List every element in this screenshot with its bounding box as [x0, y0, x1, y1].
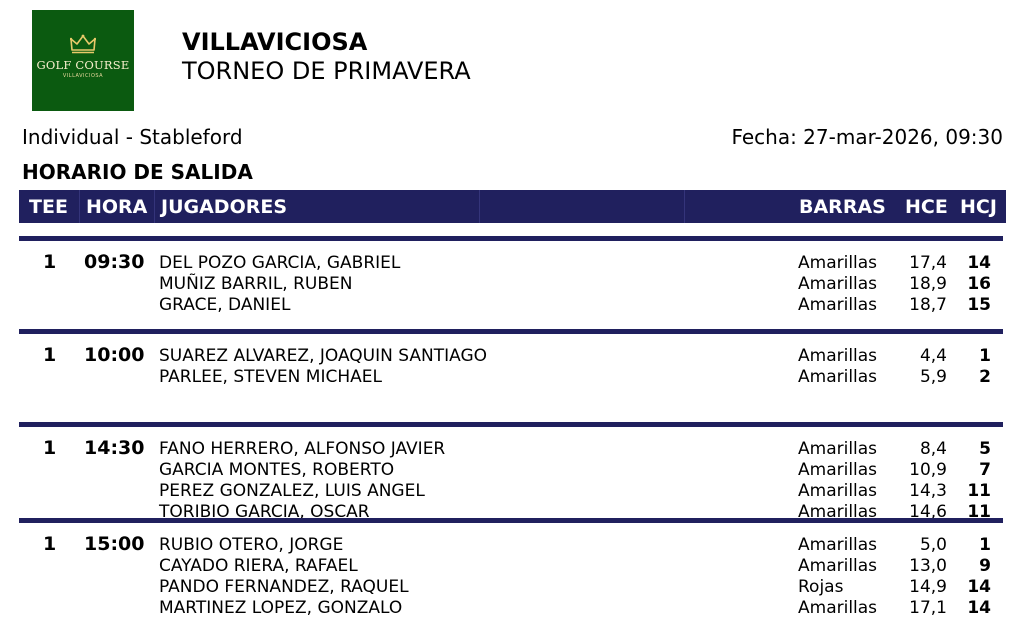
player-name: GARCIA MONTES, ROBERTO [159, 460, 395, 480]
player-name: GRACE, DANIEL [159, 295, 291, 315]
competition-date: Fecha: 27-mar-2026, 09:30 [731, 125, 1003, 149]
player-name: RUBIO OTERO, JORGE [159, 535, 344, 555]
tee-number: 1 [43, 437, 57, 459]
column-header-hcj: HCJ [960, 196, 997, 218]
player-tees: Amarillas [798, 535, 878, 555]
column-header-hce: HCE [905, 196, 948, 218]
player-hcj: 14 [967, 577, 991, 597]
tee-time-group [19, 422, 1003, 522]
tee-time: 09:30 [84, 251, 145, 273]
crown-icon [70, 34, 96, 54]
section-title: HORARIO DE SALIDA [22, 160, 253, 184]
player-tees: Amarillas [798, 598, 878, 618]
player-name: MUÑIZ BARRIL, RUBEN [159, 274, 353, 294]
player-name: MARTINEZ LOPEZ, GONZALO [159, 598, 403, 618]
tee-time: 10:00 [84, 344, 145, 366]
player-hcj: 14 [967, 598, 991, 618]
player-hcj: 11 [967, 481, 991, 501]
player-hce: 8,4 [919, 439, 947, 459]
column-header-jugadores: JUGADORES [161, 196, 288, 218]
player-name: SUAREZ ALVAREZ, JOAQUIN SANTIAGO [159, 346, 487, 366]
tee-time: 14:30 [84, 437, 145, 459]
player-hcj: 2 [979, 367, 991, 387]
player-hce: 14,3 [909, 481, 947, 501]
player-tees: Amarillas [798, 253, 878, 273]
header-divider [684, 190, 685, 223]
tee-time-group [19, 329, 1003, 422]
player-tees: Amarillas [798, 346, 878, 366]
player-tees: Rojas [798, 577, 844, 597]
tee-number: 1 [43, 251, 57, 273]
player-hce: 17,1 [909, 598, 947, 618]
header-divider [79, 190, 80, 223]
tee-time-group [19, 236, 1003, 329]
header-divider [154, 190, 155, 223]
player-hcj: 11 [967, 502, 991, 522]
player-hce: 4,4 [919, 346, 947, 366]
competition-modality: Individual - Stableford [22, 125, 243, 149]
club-logo [32, 10, 134, 111]
club-name: VILLAVICIOSA [182, 28, 368, 56]
column-header-tee: TEE [29, 196, 68, 218]
event-name: TORNEO DE PRIMAVERA [182, 57, 471, 85]
tee-time-group [19, 518, 1003, 628]
player-hce: 13,0 [909, 556, 947, 576]
table-header [19, 190, 1006, 223]
player-hce: 18,9 [909, 274, 947, 294]
player-name: CAYADO RIERA, RAFAEL [159, 556, 358, 576]
player-tees: Amarillas [798, 481, 878, 501]
player-hcj: 15 [967, 295, 991, 315]
player-hce: 5,9 [919, 367, 947, 387]
player-hcj: 1 [979, 346, 991, 366]
player-hce: 14,9 [909, 577, 947, 597]
player-hce: 17,4 [909, 253, 947, 273]
player-hcj: 1 [979, 535, 991, 555]
column-header-hora: HORA [86, 196, 148, 218]
player-hce: 10,9 [909, 460, 947, 480]
player-tees: Amarillas [798, 367, 878, 387]
tee-time: 15:00 [84, 533, 145, 555]
player-name: DEL POZO GARCIA, GABRIEL [159, 253, 401, 273]
player-name: FANO HERRERO, ALFONSO JAVIER [159, 439, 446, 459]
logo-subtext: VILLAVICIOSA [62, 73, 104, 79]
header-divider [479, 190, 480, 223]
player-tees: Amarillas [798, 274, 878, 294]
player-hcj: 9 [979, 556, 991, 576]
player-tees: Amarillas [798, 502, 878, 522]
player-hce: 18,7 [909, 295, 947, 315]
tee-number: 1 [43, 533, 57, 555]
player-name: TORIBIO GARCIA, OSCAR [159, 502, 370, 522]
column-header-barras: BARRAS [799, 196, 886, 218]
player-tees: Amarillas [798, 439, 878, 459]
tee-number: 1 [43, 344, 57, 366]
player-hce: 14,6 [909, 502, 947, 522]
player-hcj: 5 [979, 439, 991, 459]
player-hcj: 14 [967, 253, 991, 273]
logo-text: GOLF COURSE [36, 58, 130, 72]
player-hcj: 7 [979, 460, 991, 480]
player-tees: Amarillas [798, 295, 878, 315]
player-name: PEREZ GONZALEZ, LUIS ANGEL [159, 481, 425, 501]
player-name: PARLEE, STEVEN MICHAEL [159, 367, 382, 387]
player-hcj: 16 [967, 274, 991, 294]
player-tees: Amarillas [798, 460, 878, 480]
player-tees: Amarillas [798, 556, 878, 576]
player-hce: 5,0 [919, 535, 947, 555]
player-name: PANDO FERNANDEZ, RAQUEL [159, 577, 409, 597]
